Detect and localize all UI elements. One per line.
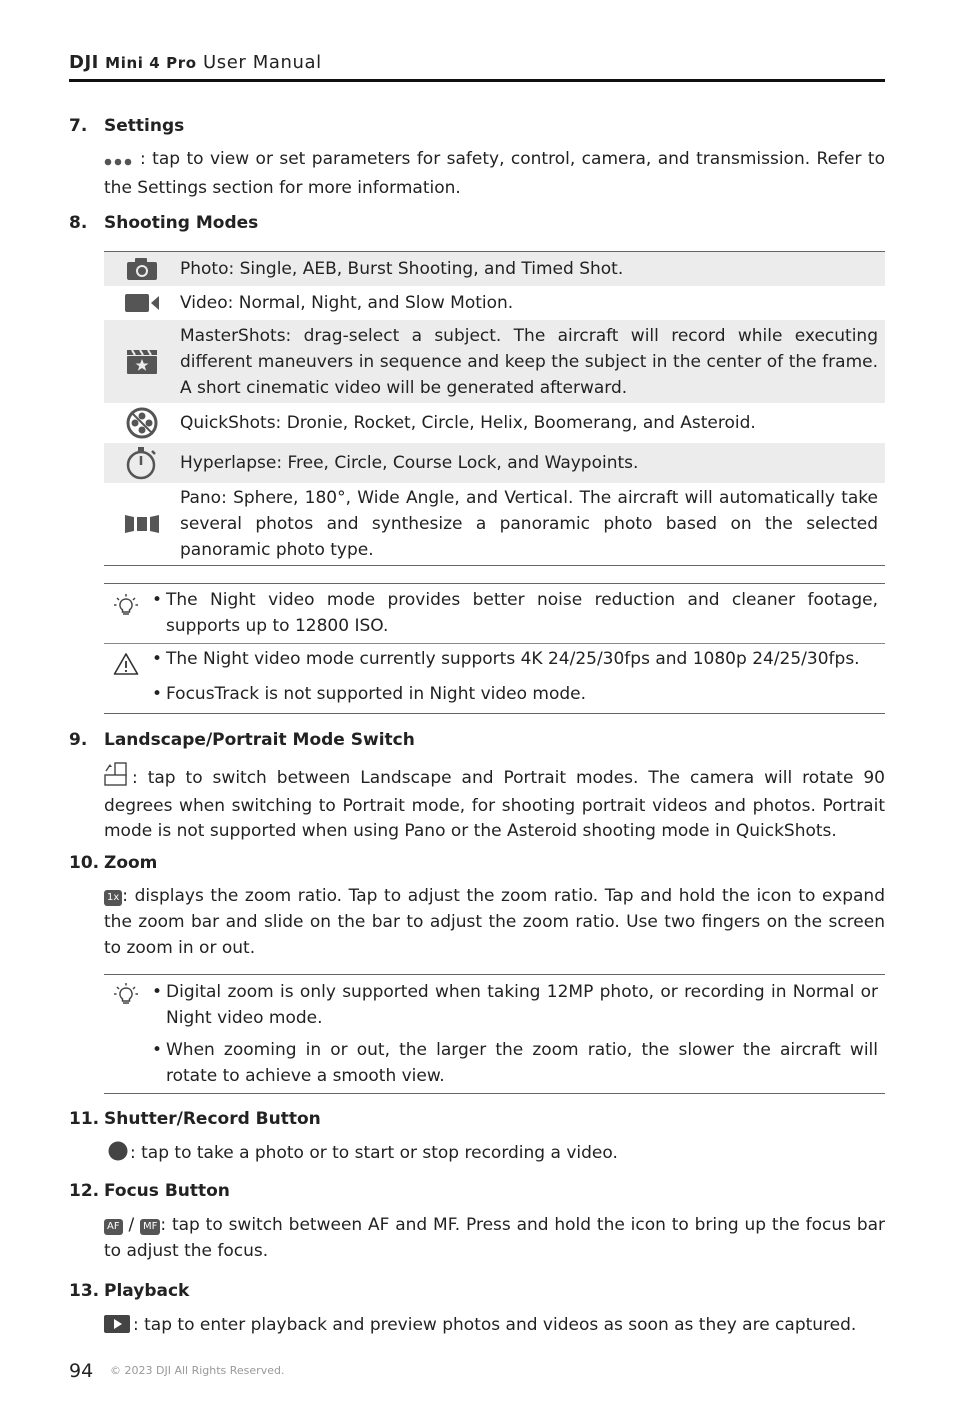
- section-number: 7.: [69, 116, 88, 136]
- copyright: © 2023 DJI All Rights Reserved.: [110, 1364, 285, 1377]
- section-number: 8.: [69, 213, 88, 233]
- section-title-zoom: Zoom: [104, 853, 158, 873]
- play-icon: [104, 1315, 130, 1341]
- section-title-settings: Settings: [104, 116, 185, 136]
- shooting-modes-table: [104, 251, 885, 566]
- zoom-ratio-badge: 1x: [104, 890, 122, 906]
- mode-text: Hyperlapse: Free, Circle, Course Lock, and Waypoints.: [180, 453, 639, 473]
- more-dots-icon: [104, 149, 136, 175]
- landscape-portrait-text: : tap to switch between Landscape and Portrait modes. The camera will rotate 90 degrees when switching to Portrait mode, for shooting portrait videos and photos. Portrait mode is not supported when using Pano or the Asteroid shooting mode in QuickShots.: [104, 768, 885, 841]
- lightbulb-tip-icon: [104, 587, 148, 639]
- mode-row-pano: [104, 483, 885, 565]
- section-title-landscape-portrait: Landscape/Portrait Mode Switch: [104, 730, 415, 750]
- settings-paragraph: [104, 146, 885, 201]
- af-badge: AF: [104, 1219, 123, 1235]
- section-title-playback: Playback: [104, 1281, 190, 1301]
- mode-text: Video: Normal, Night, and Slow Motion.: [180, 293, 514, 313]
- page-number: 94: [69, 1360, 94, 1382]
- mode-row-photo: [104, 252, 885, 286]
- mode-row-video: [104, 286, 885, 320]
- mode-text: Photo: Single, AEB, Burst Shooting, and Timed Shot.: [180, 259, 624, 279]
- shutter-text: : tap to take a photo or to start or stop recording a video.: [130, 1143, 618, 1163]
- mode-text: QuickShots: Dronie, Rocket, Circle, Helix, Boomerang, and Asteroid.: [180, 413, 756, 433]
- mode-text: MasterShots: drag-select a subject. The aircraft will record while executing different maneuvers in sequence and keep the subject in the center of the frame. A short cinematic video will be generated afterward.: [180, 325, 878, 398]
- notes-box-night-mode: [104, 583, 885, 714]
- section-number: 12.: [69, 1181, 100, 1201]
- mode-row-mastershots: [104, 320, 885, 403]
- zoom-paragraph: [104, 883, 885, 961]
- settings-text: : tap to view or set parameters for safety, control, camera, and transmission. Refer to the Settings section for more information.: [104, 149, 885, 198]
- section-title-shutter: Shutter/Record Button: [104, 1109, 321, 1129]
- playback-paragraph: [104, 1312, 885, 1341]
- tip-row: [104, 975, 885, 1093]
- warning-bullet: • The Night video mode currently supports 4K 24/25/30fps and 1080p 24/25/30fps.: [151, 649, 860, 669]
- camera-icon: [104, 257, 180, 281]
- hyperlapse-timer-icon: [104, 446, 180, 480]
- orientation-switch-icon: [104, 762, 128, 794]
- warning-triangle-icon: [104, 646, 148, 707]
- pano-icon: [104, 512, 180, 536]
- video-camera-icon: [104, 293, 180, 313]
- section-number: 13.: [69, 1281, 100, 1301]
- zoom-text: : displays the zoom ratio. Tap to adjust the zoom ratio. Tap and hold the icon to expand the zoom bar and slide on the bar to adjust the zoom ratio. Use two fingers on the screen to zoom in or out.: [104, 886, 885, 958]
- mode-row-quickshots: [104, 403, 885, 443]
- mastershots-clapper-icon: [104, 349, 180, 375]
- mode-row-hyperlapse: [104, 443, 885, 483]
- section-number: 10.: [69, 853, 100, 873]
- quickshots-reel-icon: [104, 407, 180, 439]
- tip-bullet: • When zooming in or out, the larger the zoom ratio, the slower the aircraft will rotate to achieve a smooth view.: [151, 1040, 878, 1086]
- header-rule: [69, 79, 885, 82]
- tip-bullet: • Digital zoom is only supported when taking 12MP photo, or recording in Normal or Night video mode.: [151, 982, 878, 1028]
- section-title-focus: Focus Button: [104, 1181, 230, 1201]
- landscape-portrait-paragraph: [104, 762, 885, 844]
- playback-text: : tap to enter playback and preview photos and videos as soon as they are captured.: [133, 1315, 857, 1335]
- header-model: Mini 4 Pro: [105, 54, 197, 72]
- focus-separator: /: [128, 1215, 135, 1235]
- warning-row: [104, 643, 885, 713]
- notes-box-zoom: [104, 974, 885, 1094]
- section-number: 9.: [69, 730, 88, 750]
- shutter-paragraph: [108, 1140, 889, 1169]
- focus-paragraph: [104, 1212, 885, 1264]
- tip-bullet: • The Night video mode provides better noise reduction and cleaner footage, supports up to 12800 ISO.: [151, 590, 878, 636]
- mf-badge: MF: [140, 1219, 160, 1235]
- mode-text: Pano: Sphere, 180°, Wide Angle, and Vertical. The aircraft will automatically take several photos and synthesize a panoramic photo based on the selected panoramic photo type.: [180, 488, 878, 560]
- lightbulb-tip-icon: [104, 977, 148, 1089]
- tip-row: [104, 584, 885, 643]
- section-title-shooting-modes: Shooting Modes: [104, 213, 259, 233]
- header-brand: DJI: [69, 52, 99, 73]
- shutter-button-icon: [108, 1141, 128, 1169]
- focus-text: : tap to switch between AF and MF. Press and hold the icon to bring up the focus bar to adjust the focus.: [104, 1215, 886, 1261]
- warning-bullet: • FocusTrack is not supported in Night video mode.: [151, 684, 587, 704]
- header-suffix: User Manual: [202, 52, 322, 73]
- section-number: 11.: [69, 1109, 100, 1129]
- page-header: [69, 52, 322, 73]
